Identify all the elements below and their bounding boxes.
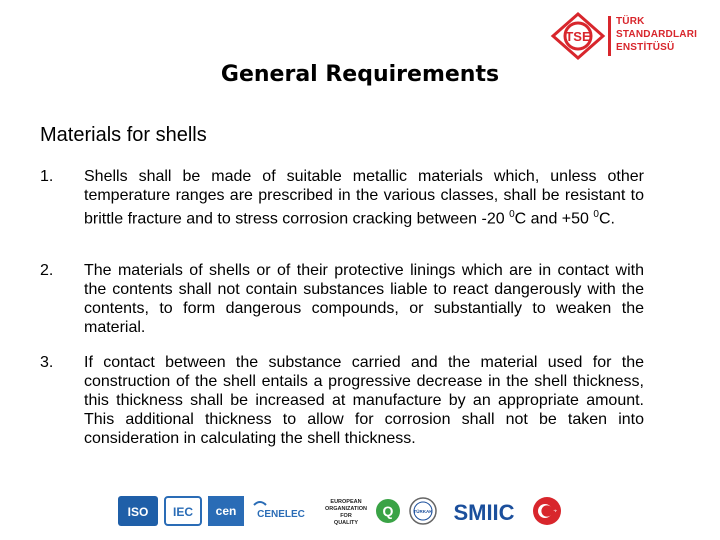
cen-label: cen <box>215 504 237 518</box>
org-line-3: ENSTİTÜSÜ <box>616 42 675 53</box>
item-text: If contact between the substance carried and the material used for the construction of the shell entails a progressive decrease in the shell thickness, this thickness shall be increased at manufacture by an appropriate amount. This additional thickness to allow for corrosion shall not be taken into consideration in calculating the shell thickness. <box>84 354 644 447</box>
cen-logo-icon <box>208 496 244 526</box>
cenelec-logo-icon <box>250 496 312 526</box>
logo-separator <box>608 16 611 56</box>
degree-sup: 0 <box>593 209 599 220</box>
section-subtitle: Materials for shells <box>40 124 207 146</box>
list-item <box>40 261 644 337</box>
tse-logo <box>550 12 710 62</box>
accreditation-badge-icon <box>408 496 438 526</box>
eoq-line-1: EUROPEAN <box>330 499 362 505</box>
org-line-1: TÜRK <box>616 16 645 27</box>
item-text-body: Shells shall be made of suitable metallic materials which, unless other temperature ranges are prescribed in the various classes, shall be resistant to brittle fracture and to stress corrosion cracking between -20 <box>84 168 644 228</box>
item-text-mid: C and +50 <box>514 210 594 228</box>
item-text: The materials of shells or of their protective linings which are in contact with the contents shall not contain substances liable to react dangerously with the contents, to form dangerous compounds, or substantially to weaken the material. <box>84 262 644 336</box>
eoq-line-3: FOR <box>340 513 352 519</box>
item-number: 2. <box>40 262 54 279</box>
eoq-line-4: QUALITY <box>333 520 359 526</box>
list-item <box>40 353 644 448</box>
cenelec-label: CENELEC <box>257 509 305 520</box>
tse-emblem-icon <box>550 12 606 60</box>
item-number: 1. <box>40 168 54 185</box>
item-number: 3. <box>40 354 54 371</box>
eoq-letter: Q <box>382 503 394 519</box>
smiic-label: SMIIC <box>453 500 515 525</box>
turkey-flag-icon <box>530 496 564 526</box>
item-text <box>84 167 644 228</box>
org-line-2: STANDARDLARI <box>616 29 698 40</box>
tse-emblem-text: TSE <box>565 29 591 44</box>
degree-sup: 0 <box>509 209 515 220</box>
iec-label: IEC <box>172 505 194 519</box>
iso-label: ISO <box>127 505 149 519</box>
iec-logo-icon <box>164 496 202 526</box>
item-text-end: C. <box>598 210 615 228</box>
partner-logos <box>118 492 570 530</box>
eoq-line-2: ORGANIZATION <box>324 506 368 512</box>
page-title: General Requirements <box>220 62 500 87</box>
list-item <box>40 167 644 228</box>
tse-org-name <box>616 15 697 54</box>
eoq-logo-icon <box>318 496 402 526</box>
smiic-logo-icon <box>444 496 524 526</box>
badge-label: TÜRKAK <box>413 509 433 514</box>
iso-logo-icon <box>118 496 158 526</box>
